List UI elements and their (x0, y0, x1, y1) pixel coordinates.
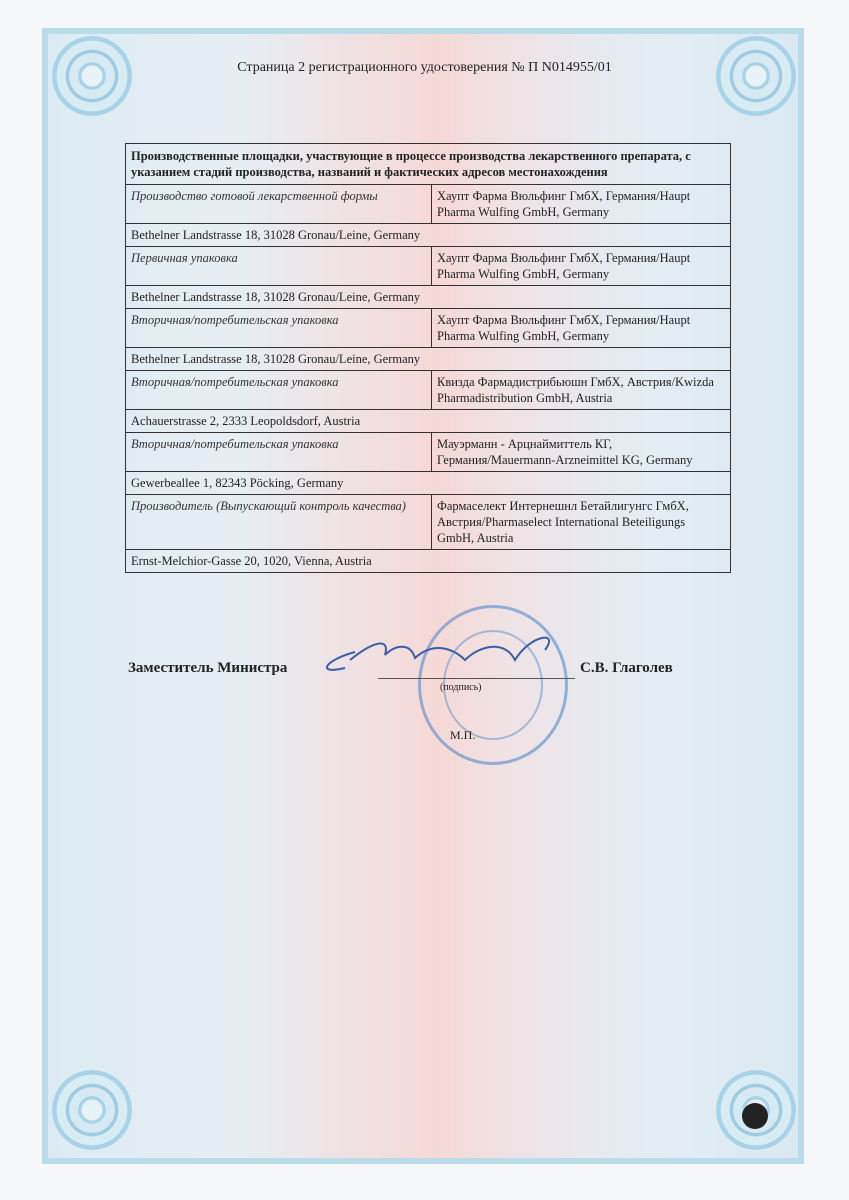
site-row (126, 433, 731, 472)
punch-hole (742, 1103, 768, 1129)
site-address-row (126, 348, 731, 371)
site-address: Gewerbeallee 1, 82343 Pöcking, Germany (126, 472, 731, 495)
company-name: Квизда Фармадистрибьюшн ГмбХ, Австрия/Kwizda Pharmadistribution GmbH, Austria (432, 371, 731, 410)
site-address-row (126, 550, 731, 573)
site-address-row (126, 286, 731, 309)
site-row (126, 495, 731, 550)
site-row (126, 371, 731, 410)
site-address-row (126, 224, 731, 247)
signature-scribble (315, 630, 565, 680)
company-name: Фармаселект Интернешнл Бетайлигунгс ГмбХ, Австрия/Pharmaselect International Beteiligungs GmbH, Austria (432, 495, 731, 550)
site-address-row (126, 472, 731, 495)
production-stage: Вторичная/потребительская упаковка (126, 433, 432, 472)
page-title: Страница 2 регистрационного удостоверения № П N014955/01 (237, 60, 612, 75)
rosette-bottom-left (52, 1070, 132, 1150)
signature-caption: (подпись) (440, 682, 482, 693)
company-name: Хаупт Фарма Вюльфинг ГмбХ, Германия/Haupt Pharma Wulfing GmbH, Germany (432, 247, 731, 286)
site-row (126, 185, 731, 224)
site-address: Bethelner Landstrasse 18, 31028 Gronau/Leine, Germany (126, 348, 731, 371)
rosette-top-right (716, 36, 796, 116)
table-header: Производственные площадки, участвующие в процессе производства лекарственного препарата, с указанием стадий производства, названий и фактических адресов местонахождения (126, 144, 731, 185)
company-name: Мауэрманн - Арцнаймиттель КГ, Германия/Mauermann-Arzneimittel KG, Germany (432, 433, 731, 472)
site-address: Ernst-Melchior-Gasse 20, 1020, Vienna, Austria (126, 550, 731, 573)
site-address-row (126, 410, 731, 433)
signature-line (378, 678, 575, 679)
site-row (126, 247, 731, 286)
site-address: Achauerstrasse 2, 2333 Leopoldsdorf, Austria (126, 410, 731, 433)
company-name: Хаупт Фарма Вюльфинг ГмбХ, Германия/Haupt Pharma Wulfing GmbH, Germany (432, 185, 731, 224)
company-name: Хаупт Фарма Вюльфинг ГмбХ, Германия/Haupt Pharma Wulfing GmbH, Germany (432, 309, 731, 348)
production-stage: Вторичная/потребительская упаковка (126, 371, 432, 410)
production-sites-table (125, 143, 731, 573)
rosette-top-left (52, 36, 132, 116)
seal-place: М.П. (450, 728, 476, 742)
site-address: Bethelner Landstrasse 18, 31028 Gronau/Leine, Germany (126, 286, 731, 309)
signatory-position: Заместитель Министра (128, 660, 288, 676)
production-stage: Производство готовой лекарственной формы (126, 185, 432, 224)
signatory-name: С.В. Глаголев (580, 660, 673, 676)
production-stage: Производитель (Выпускающий контроль качества) (126, 495, 432, 550)
production-stage: Первичная упаковка (126, 247, 432, 286)
production-stage: Вторичная/потребительская упаковка (126, 309, 432, 348)
site-row (126, 309, 731, 348)
site-address: Bethelner Landstrasse 18, 31028 Gronau/Leine, Germany (126, 224, 731, 247)
